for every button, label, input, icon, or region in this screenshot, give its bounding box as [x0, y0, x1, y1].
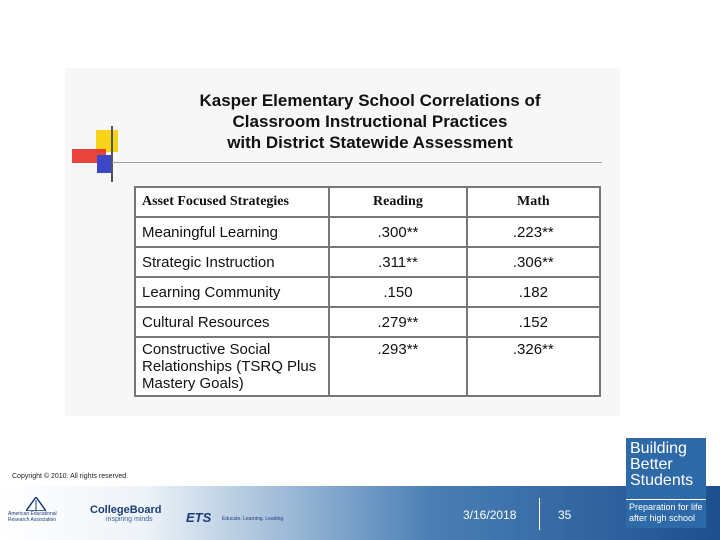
row-strategy: Meaningful Learning	[135, 217, 329, 247]
slide-title-line-3: with District Statewide Assessment	[227, 133, 513, 152]
row-reading: .300**	[329, 217, 466, 247]
ets-tagline: Educate. Learning. Leading.	[222, 516, 285, 522]
decorative-blue-square	[97, 155, 111, 173]
row-strategy: Strategic Instruction	[135, 247, 329, 277]
decorative-vertical-line	[111, 126, 113, 182]
row-math: .326**	[467, 337, 600, 396]
table-row	[135, 247, 600, 277]
collegeboard-logo	[90, 504, 162, 523]
table-row	[135, 217, 600, 247]
badge-subtitle-line-2: after high school	[629, 513, 696, 523]
badge-divider	[626, 499, 706, 500]
header-strategies: Asset Focused Strategies	[135, 187, 329, 217]
footer-divider	[539, 498, 540, 530]
table-row	[135, 277, 600, 307]
slide-title-line-2: Classroom Instructional Practices	[232, 112, 508, 131]
ets-logo: ETS	[186, 510, 212, 525]
row-strategy: Constructive Social Relationships (TSRQ Plus Mastery Goals)	[135, 337, 329, 396]
slide-date: 3/16/2018	[463, 508, 517, 522]
row-reading: .279**	[329, 307, 466, 337]
badge-title-line-3: Students	[630, 472, 694, 489]
title-underline	[112, 162, 602, 163]
aera-logo	[8, 497, 72, 523]
row-reading: .311**	[329, 247, 466, 277]
badge-title	[630, 441, 693, 489]
table-header-row	[135, 187, 600, 217]
header-reading: Reading	[329, 187, 466, 217]
row-reading: .150	[329, 277, 466, 307]
header-math: Math	[467, 187, 600, 217]
slide-title-line-1: Kasper Elementary School Correlations of	[199, 91, 541, 110]
slide-page-number: 35	[558, 508, 572, 522]
badge-title-line-2: Better	[630, 456, 673, 473]
row-math: .182	[467, 277, 600, 307]
building-better-students-badge	[626, 438, 706, 528]
table-row	[135, 337, 600, 396]
table-row	[135, 307, 600, 337]
aera-triangle-icon	[26, 497, 46, 511]
collegeboard-logo-text: CollegeBoard	[90, 504, 162, 516]
row-reading: .293**	[329, 337, 466, 396]
badge-subtitle-line-1: Preparation for life	[629, 502, 703, 512]
collegeboard-tagline: inspiring minds	[106, 516, 153, 523]
row-math: .223**	[467, 217, 600, 247]
aera-logo-text: American Educational Research Association	[8, 511, 57, 523]
correlations-table	[134, 186, 601, 397]
badge-subtitle	[629, 502, 703, 524]
row-math: .306**	[467, 247, 600, 277]
row-math: .152	[467, 307, 600, 337]
badge-title-line-1: Building	[630, 440, 687, 457]
slide-title	[140, 90, 600, 153]
row-strategy: Learning Community	[135, 277, 329, 307]
row-strategy: Cultural Resources	[135, 307, 329, 337]
copyright-notice: Copyright © 2010. All rights reserved.	[12, 473, 129, 480]
